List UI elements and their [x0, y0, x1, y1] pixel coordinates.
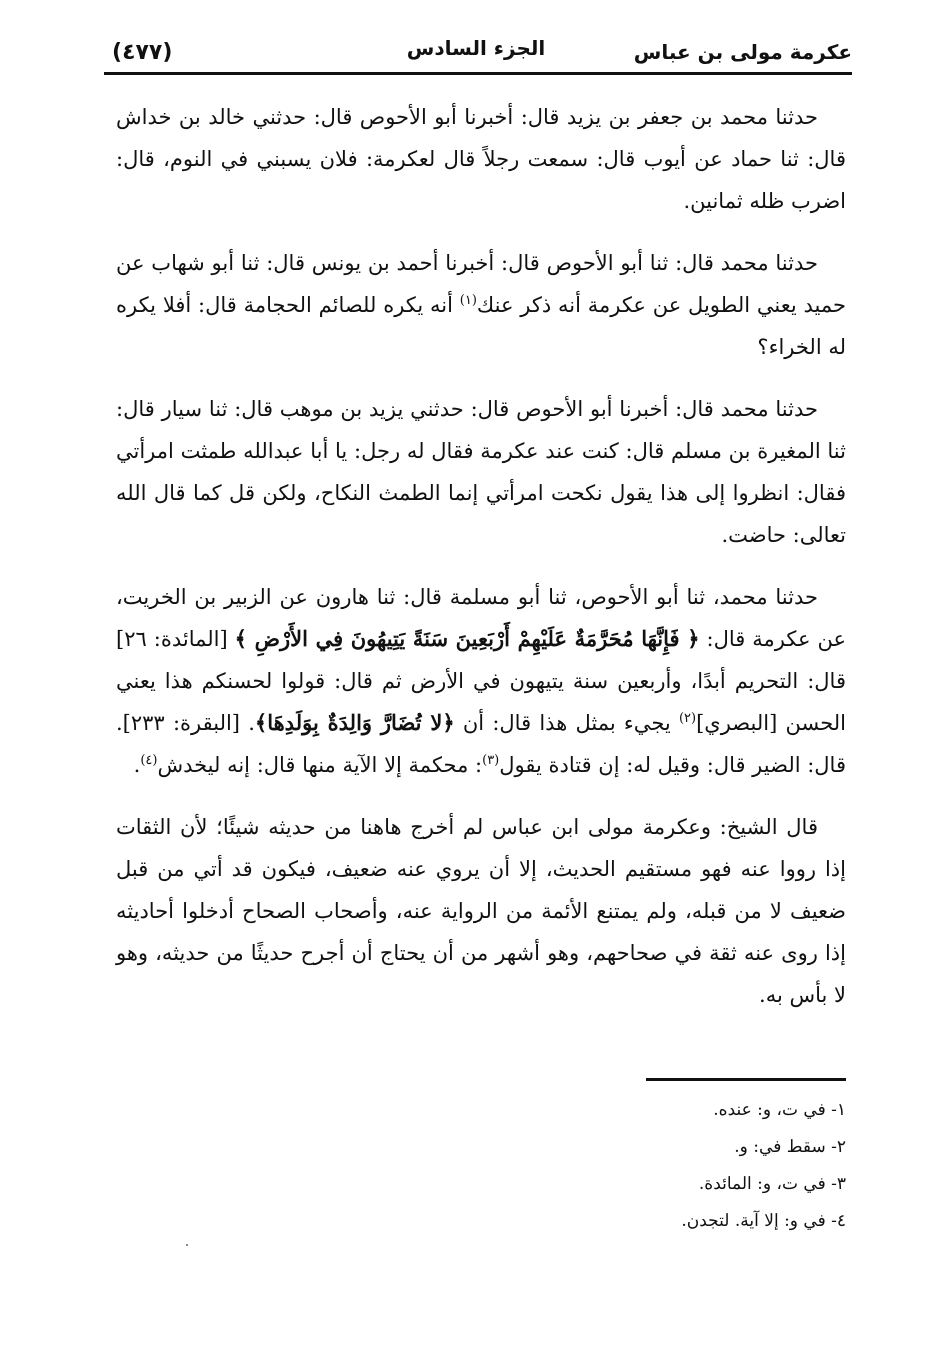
- paragraph-text: حدثنا محمد قال: ثنا أبو الأحوص قال: أخبرنا أحمد بن يونس قال: ثنا أبو شهاب عن حميد يعني الطويل عن عكرمة أنه ذكر عنك: [116, 251, 846, 317]
- paragraph-text: حدثنا محمد بن جعفر بن يزيد قال: أخبرنا أبو الأحوص قال: حدثني خالد بن خداش قال: ثنا حماد عن أيوب قال: سمعت رجلاً قال لعكرمة: فلان يسبني في النوم، قال: اضرب ظله ثمانين.: [116, 105, 846, 213]
- paragraph: [116, 388, 846, 556]
- footnote-marker: (٣): [482, 753, 500, 768]
- footnote-item: ١- في ت، و: عنده.: [713, 1100, 846, 1120]
- quran-verse: ﴿ فَإِنَّهَا مُحَرَّمَةٌ عَلَيْهِمْ أَرْبَعِينَ سَنَةً يَتِيهُونَ فِي الأَرْضِ ﴾: [234, 626, 700, 651]
- paragraph-text: حدثنا محمد قال: أخبرنا أبو الأحوص قال: حدثني يزيد بن موهب قال: ثنا سيار قال: ثنا المغيرة بن مسلم قال: كنت عند عكرمة فقال له رجل: يا أبا عبدالله طمثت امرأتي فقال: انظروا إلى هذا يقول نكحت امرأتي إنما الطمث النكاح، ولكن قل كما قال الله تعالى: حاضت.: [116, 397, 846, 547]
- footnotes: [116, 1092, 846, 1240]
- footnote-item: ٣- في ت، و: المائدة.: [698, 1174, 846, 1194]
- footnote-marker: (١): [459, 293, 477, 308]
- page-number: (٤٧٧): [112, 40, 173, 65]
- paragraph: [116, 96, 846, 222]
- header-divider: [104, 72, 852, 75]
- paragraph: [116, 242, 846, 368]
- paragraph-text: .: [133, 753, 141, 777]
- paragraph: [116, 576, 846, 786]
- page-header: [100, 28, 852, 68]
- paragraph-text: يجيء بمثل هذا قال: أن: [454, 711, 679, 735]
- paragraph-text: [المائدة: ٢٦] قال: التحريم أبدًا، وأربعين سنة يتيهون في الأرض ثم قال: قولوا لحسنكم هذا يعني الحسن [البصري]: [116, 627, 846, 735]
- paragraph-text: . [البقرة: ٢٣٣]. قال: الضير قال: وقيل له: إن قتادة يقول: [116, 711, 846, 777]
- footnote-marker: (٤): [140, 753, 158, 768]
- part-title: الجزء السادس: [406, 36, 546, 60]
- footnote-marker: (٢): [678, 711, 697, 726]
- chapter-title: عكرمة مولى بن عباس: [633, 40, 852, 64]
- scan-speck: [186, 1244, 188, 1246]
- paragraph-text: أنه يكره للصائم الحجامة قال: أفلا يكره له الخراء؟: [116, 293, 846, 359]
- footnote-item: ٤- في و: إلا آية. لتجدن.: [681, 1211, 846, 1231]
- paragraph: [116, 806, 846, 1016]
- paragraph-text: : محكمة إلا الآية منها قال: إنه ليخدش: [157, 753, 483, 777]
- footnote-item: ٢- سقط في: و.: [734, 1137, 846, 1157]
- footnote-divider: [646, 1078, 846, 1081]
- quran-verse: ﴿لا تُضَارَّ وَالِدَةٌ بِوَلَدِهَا﴾: [254, 710, 455, 735]
- paragraph-text: قال الشيخ: وعكرمة مولى ابن عباس لم أخرج هاهنا من حديثه شيئًا؛ لأن الثقات إذا رووا عنه فهو مستقيم الحديث، إلا أن يروي عنه ضعيف، فيكون قد أتي من قبل ضعيف لا من قبله، ولم يمتنع الأئمة من الرواية عنه، وأصحاب الصحاح أدخلوا أحاديثه إذا روى عنه ثقة في صحاحهم، وهو أشهر من أن يحتاج أن أجرح حديثًا من حديثه، وهو لا بأس به.: [116, 815, 846, 1007]
- paragraph-text: حدثنا محمد، ثنا أبو الأحوص، ثنا أبو مسلمة قال: ثنا هارون عن الزبير بن الخريت، عن عكرمة قال:: [116, 585, 846, 651]
- main-text: [116, 96, 846, 1036]
